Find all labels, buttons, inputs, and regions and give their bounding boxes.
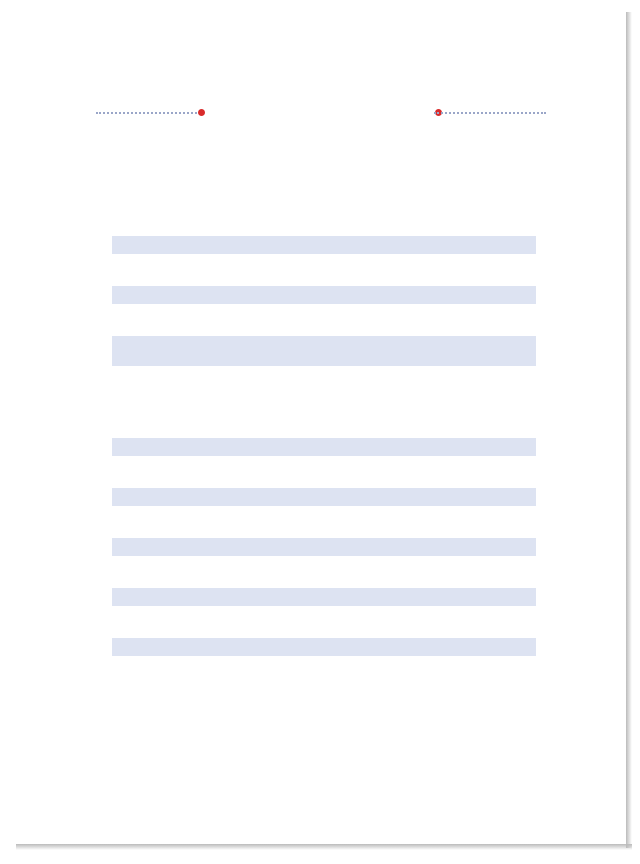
categories-list	[112, 438, 536, 681]
page-shadow-bottom	[16, 844, 632, 850]
list-item	[112, 336, 536, 366]
list-item	[112, 588, 536, 606]
list-item	[112, 236, 536, 254]
flag-border-right	[582, 54, 626, 796]
title-dotted-line-right	[434, 112, 546, 114]
list-item	[112, 488, 536, 506]
flag-border-bottom	[14, 796, 626, 844]
page-shadow-right	[626, 12, 632, 848]
list-item	[112, 613, 536, 631]
title-dotted-line-left	[96, 112, 204, 114]
list-item	[112, 663, 536, 681]
list-item	[112, 261, 536, 279]
list-item	[112, 373, 536, 391]
list-item	[112, 286, 536, 304]
list-item	[112, 638, 536, 656]
list-item	[112, 438, 536, 456]
title-dot-left	[198, 109, 205, 116]
title-row	[96, 100, 546, 126]
list-item	[112, 311, 536, 329]
list-item	[112, 563, 536, 581]
flag-border-top	[14, 10, 626, 54]
rights-list	[112, 236, 536, 391]
list-item	[112, 538, 536, 556]
page-body	[14, 54, 582, 796]
list-item	[112, 513, 536, 531]
list-item	[112, 463, 536, 481]
